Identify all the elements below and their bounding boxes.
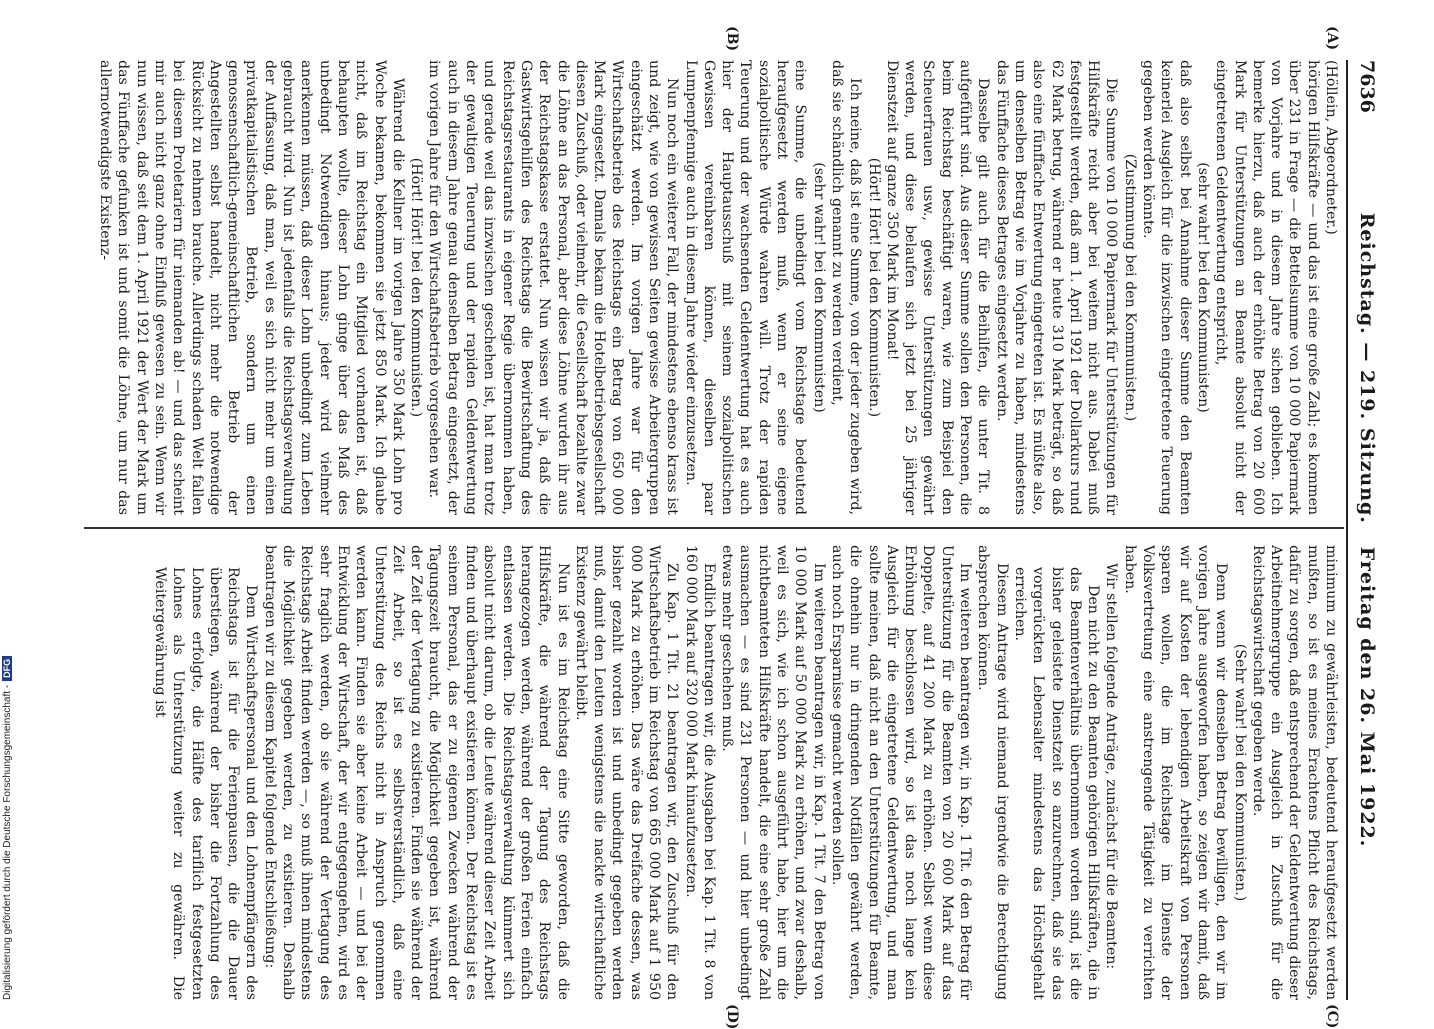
interjection: (Sehr wahr! bei den Kommunisten.) bbox=[1231, 643, 1248, 902]
paragraph: Die Summe von 10 000 Papiermark für Unterstützungen für Hilfskräfte reicht aber bei weitem nicht aus. Dabei muß festgestellt werden, daß am 1. April 1921 der Dollarkurs rund 62 Mark betrug, während er heute 310 Mark beträgt, so daß also eine fünffache Entwertung eingetreten ist. Es müßte also, um denselben Betrag wie im Vorjahre zu haben, mindestens das Fünffache dieses Betrages eingesetzt werden. bbox=[993, 60, 1120, 515]
paragraph: Denn wenn wir denselben Betrag bewilligen, den wir im vorigen Jahre ausgeworfen haben, so zeigen wir damit, daß wir auf Kosten der lebendigen Arbeitskraft von Personen sparen wollen, die im Reichstage im Dienste der Volksvertretung eine anstrengende Tätigkeit zu verrichten haben. bbox=[1121, 545, 1230, 1000]
interjection: (sehr wahr! bei den Kommunisten) bbox=[810, 162, 827, 413]
rotated-page bbox=[80, 26, 1380, 1029]
interjection: (Zustimmung bei den Kommunisten.) bbox=[1121, 153, 1138, 422]
paragraph: Wir stellen folgende Anträge, zunächst für die Beamten: bbox=[1103, 563, 1120, 970]
digitization-credit bbox=[2, 0, 16, 1000]
paragraph: Dasselbe gilt auch für die Beihilfen, die unter Tit. 8 aufgeführt sind. Aus dieser Summe sollen den Personen, die beim Reichstag beschäftigt waren, wie zum Beispiel den Scheuerfrauen usw., gewisse Unterstützungen gewährt werden, und diese belaufen sich jetzt bei 25 jähriger Dienstzeit auf ganze 350 Mark im Monat! bbox=[883, 60, 992, 515]
interjection: (sehr wahr! bei den Kommunisten) bbox=[1194, 162, 1211, 413]
paragraph: minimum zu gewährleisten, bedeutend heraufgesetzt werden mußten, so ist es meines Erachtens Pflicht des Reichstags, dafür zu sorgen, daß entsprechend der Geldentwertung dieser Arbeitnehmergruppe ein Ausgleich in Zuschuß für die Reichstagswirtschaft gegeben werde. bbox=[1249, 545, 1339, 1000]
paragraph: Während die Kellner im vorigen Jahre 350 Mark Lohn pro Woche bekamen, bekommen sie jetzt 850 Mark. Ich glaube nicht, daß im Reichstag ein Mitglied vorhanden ist, daß behaupten wollte, dieser Lohn ginge über das Maß des unbedingt Notwendigen hinaus; jeder wird vielmehr anerkennen müssen, daß dieser Lohn unbedingt zum Leben gebraucht wird. Nun ist jedenfalls die Reichstagsverwaltung der Auffassung, daß man, weil es sich nicht mehr um einen privatkapitalistischen Betrieb, sondern um einen genossenschaftlich-gemeinschaftlichen Betrieb der Angestellten selbst handelt, nicht mehr die notwendige Rücksicht zu nehmen brauche. Allerdings schaden Welt fallen bei diesem Proletariern für niemanden ab! — und das scheint mir auch nicht ganz ohne Einfluß gewesen zu sein. Wenn wir nun wissen, daß seit dem 1. April 1921 der Wert der Mark um das Fünffache gefunken ist und somit die Löhne, um nur das allernotwendigste Existenz- bbox=[97, 60, 406, 515]
paragraph: hörigen Hilfskräfte — und das ist eine große Zahl; es kommen über 231 in Frage — die Bettelsumme von 10 000 Papiermark von Vorjahre und in diesem Jahre sichen geblieben. Ich bemerke hierzu, daß auch der erhöhte Betrag von 20 600 Mark für Unterstützungen an Beamte absolut nicht der eingetretenen Geldentwertung entspricht, bbox=[1213, 60, 1321, 515]
dfg-logo: DFG bbox=[2, 656, 12, 681]
right-column bbox=[85, 545, 1340, 1000]
margin-mark-d: (D) bbox=[724, 1004, 740, 1029]
paragraph: Nun noch ein weiterer Fall, der mindestens ebenso krass ist und zeigt, wie von gewissen Seiten gewisse Arbeitergruppen eingeschätzt werden. Im vorigen Jahre war für den Wirtschaftsbetrieb des Reichstags ein Betrag von 650 000 Mark eingesetzt. Damals bekam die Hotelbetriebsgesellschaft diesen Zuschuß, oder vielmehr, die Gesellschaft bezahlte zwar die Löhne an das Personal, aber diese Löhne wurden ihr aus der Reichstagskasse erstattet. Nun wissen wir ja, daß die Gastwirtsgehilfen des Reichstags die Bewirtschaftung des Reichstagsrestaurants in eigener Regie übernommen haben, und gerade weil das inzwischen geschehen ist, hat man trotz der gewaltigen Teuerung und der rapiden Geldentwertung auch in diesem Jahre genau denselben Betrag eingesetzt, der im vorigen Jahre für den Wirtschaftsbetrieb vorgesehen war. bbox=[426, 60, 681, 515]
column-divider bbox=[84, 527, 1344, 529]
motion-text: Den nicht zu den Beamten gehörigen Hilfskräften, die in das Beamtenverhältnis übernommen worden sind, ist die bisher geleistete Dienstzeit so anzurechnen, daß sie das vorgerückten Lebensalter mindestens das Höchstgehalt erreichen. bbox=[1011, 567, 1102, 1000]
credit-text: Digitalisierung gefördert durch die Deutsche Forschungsgemeinschaft - bbox=[2, 684, 13, 1000]
margin-mark-c: (C) bbox=[1324, 1004, 1340, 1029]
paragraph: (Höllein, Abgeordneter.) bbox=[1323, 60, 1339, 235]
interjection: (Hört! Hört! bei den Kommunisten.) bbox=[408, 157, 425, 418]
paragraph: Nun ist es im Reichstag eine Sitte geworden, daß die Hilfskräfte, die während der Tagung des Reichstags herangezogen werden, während der großen Ferien einfach entlassen werden. Die Reichstagsverwaltung kümmert sich absolut nicht darum, ob die Leute während dieser Zeit Arbeit finden und überhaupt existieren können. Der Reichstag ist es seinem Personal, das er zu eigenen Zwecken während der Tagungszeit braucht, die Möglichkeit gegeben ist, während der Zeit der Vertagung zu existieren. Finden sie während der Zeit Arbeit, so ist es selbstverständlich, daß eine Unterstützung des Reichs nicht in Anspruch genommen werden kann. Finden sie aber keine Arbeit — und bei der Entwicklung der Wirtschaft, der wir entgegengehen, wird es sehr fraglich werden, ob sie während der Vertagung des Reichstags Arbeit finden werden —, so muß ihnen mindestens die Möglichkeit gegeben werden, zu existieren. Deshalb beantragen wir zu diesem Kapitel folgende Entschließung: bbox=[261, 545, 571, 1000]
page-header bbox=[1346, 60, 1380, 1000]
paragraph: eine Summe, die unbedingt vom Reichstage bedeutend heraufgesetzt werden muß, wenn er seine eigene sozialpolitische Würde wahren will. Trotz der rapiden Teuerung und der wachsenden Geldentwertung hat es auch hier der Hauptausschuß mit seinem sozialpolitischen Gewissen vereinbaren können, dieselben paar Lumpenpfennige auch in diesem Jahre wieder einzusetzen. bbox=[682, 60, 809, 515]
running-title-date: Freitag den 26. Mai 1922. bbox=[1356, 546, 1378, 848]
paragraph: Ich meine, daß ist eine Summe, von der jeder zugeben wird, daß sie schändlich genannt zu werden verdient, bbox=[828, 60, 864, 515]
paragraph: Zu Kap. 1 Tit. 21 beantragen wir, den Zuschuß für den Wirtschaftsbetrieb im Reichstag von 665 000 Mark auf 1 950 000 Mark zu erhöhen. Das wäre das Dreifache dessen, was bisher gezahlt worden ist und unbedingt gegeben werden muß, damit den Leuten wenigstens die nackte wirtschaftliche Existenz gewährt bleibt. bbox=[572, 545, 681, 1000]
header-rule bbox=[1346, 60, 1348, 1000]
resolution-text: Dem Wirtschaftspersonal und den Lohnempfängern des Reichstags ist für die Ferienpausen, die die Dauer überstiegen, während der bisher die Fortzahlung des Lohnes erfolgte, die Hälfte des tariflich festgesetzten Lohnes als Unterstützung weiter zu gewähren. Die Weitergewährung ist bbox=[152, 567, 260, 1000]
paragraph: Im weiteren beantragen wir, in Kap. 1 Tit. 7 den Betrag von 10 000 Mark auf 50 000 Mark zu erhöhen, und zwar deshalb, weil es sich, wie ich schon ausgeführt habe, hier um die nichtbeamteten Hilfskräfte handelt, die eine sehr große Zahl ausmachen — es sind 231 Personen — und hier unbedingt etwas mehr geschehen muß. bbox=[719, 545, 827, 1000]
interjection: (Hört! Hört! bei den Kommunisten.) bbox=[865, 157, 882, 418]
margin-mark-a: (A) bbox=[1324, 26, 1340, 51]
paragraph: Im weiteren beantragen wir, in Kap. 1 Tit. 6 den Betrag für Unterstützung für die Beamten von 20 600 Mark auf das Doppelte, auf 41 200 Mark zu erhöhen. Selbst wenn diese Erhöhung beschlossen wird, so ist das noch lange kein Ausgleich für die eingetretene Geldentwertung, und man sollte meinen, daß nicht an den Unterstützungen für Beamte, die ohnehin nur in dringenden Notfällen gewährt werden, auch noch Ersparnisse gemacht werden sollen. bbox=[828, 545, 974, 1000]
page-number: 7636 bbox=[1356, 60, 1378, 113]
paragraph: daß also selbst bei Annahme dieser Summe den Beamten keinerlei Ausgleich für die inzwischen eingetretene Teuerung gegeben werden könnte. bbox=[1140, 60, 1193, 515]
running-title-center: Reichstag. — 219. Sitzung. bbox=[1356, 212, 1378, 524]
running-title bbox=[1356, 60, 1378, 1000]
paragraph: Diesem Antrage wird niemand irgendwie die Berechtigung absprechen können. bbox=[975, 545, 1010, 1000]
left-column bbox=[85, 60, 1340, 515]
paragraph: Endlich beantragen wir, die Ausgaben bei Kap. 1 Tit. 8 von 160 000 Mark auf 320 000 Mark hinaufzusetzen. bbox=[682, 545, 717, 1000]
margin-mark-b: (B) bbox=[724, 26, 740, 52]
